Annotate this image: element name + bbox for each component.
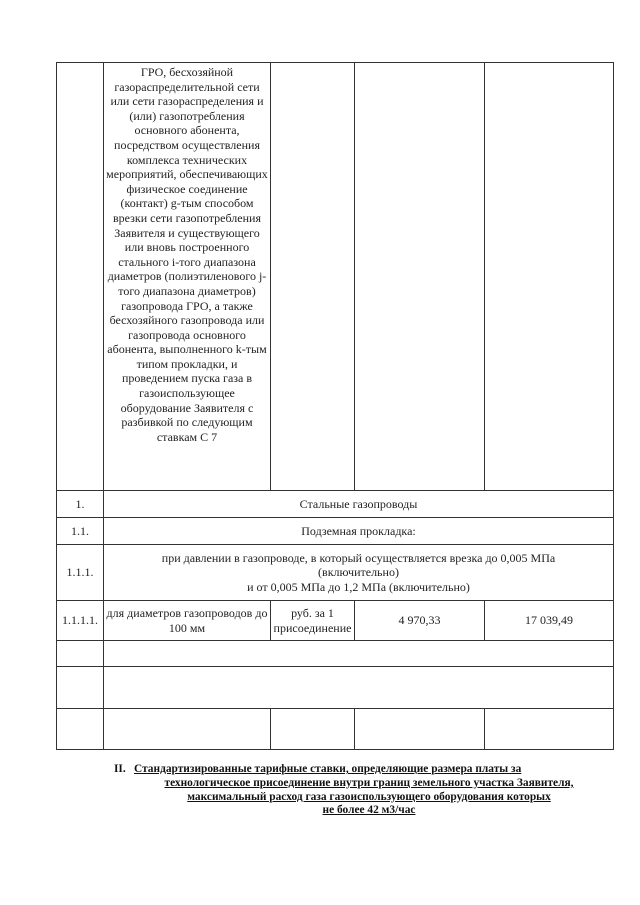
table-cell — [355, 709, 485, 750]
table-cell — [57, 63, 104, 491]
table-row — [57, 545, 614, 601]
pressure-line-3: и от 0,005 МПа до 1,2 МПа (включительно) — [247, 579, 470, 594]
table-cell — [271, 63, 355, 491]
table-cell — [57, 667, 104, 709]
description-cell: ГРО, бесхозяйной газораспределительной сети или сети газораспределения и (или) газопотребления основного абонента, посредством осуществления комплекса технических мероприятий, обеспечивающих физическое соединение (контакт) g-тым способом врезки сети газопотребления Заявителя и существующего или вновь построенного стального i-того диапазона диаметров (полиэтиленового j-того диапазона диаметров) газопровода ГРО, а также бесхозяйного газопровода или газопровода основного абонента, выполненного k-тым типом прокладки, и проведением пуска газа в газоиспользующее оборудование Заявителя с разбивкой по следующим ставкам С 7 — [104, 63, 271, 491]
diameter-cell: для диаметров газопроводов до 100 мм — [104, 601, 271, 641]
table-row — [57, 601, 614, 641]
section-number: II. — [114, 763, 126, 775]
row-number: 1.1. — [57, 518, 104, 545]
table-row — [57, 491, 614, 518]
table-cell — [271, 709, 355, 750]
table-row — [57, 63, 614, 491]
tariff-table — [56, 62, 614, 750]
table-cell — [104, 667, 614, 709]
row-title: Стальные газопроводы — [104, 491, 614, 518]
table-cell — [104, 709, 271, 750]
row-number: 1.1.1.1. — [57, 601, 104, 641]
row-number: 1.1.1. — [57, 545, 104, 601]
row-title: Подземная прокладка: — [104, 518, 614, 545]
section-title-line: технологическое присоединение внутри границ земельного участка Заявителя, — [164, 776, 574, 789]
pressure-line-2: (включительно) — [318, 565, 399, 580]
section-title-line: Стандартизированные тарифные ставки, определяющие размера платы за — [134, 763, 522, 775]
section-ii-heading — [114, 763, 604, 818]
table-cell — [485, 709, 614, 750]
table-row — [57, 709, 614, 750]
table-cell — [57, 641, 104, 667]
row-number: 1. — [57, 491, 104, 518]
value-cell: 17 039,49 — [485, 601, 614, 641]
table-cell — [57, 709, 104, 750]
table-row — [57, 667, 614, 709]
table-cell — [485, 63, 614, 491]
section-title-line: не более 42 м3/час — [322, 804, 416, 817]
row-title — [104, 545, 614, 601]
unit-cell: руб. за 1 присоединение — [271, 601, 355, 641]
table-row — [57, 641, 614, 667]
table-row — [57, 518, 614, 545]
section-title-line: максимальный расход газа газоиспользующего оборудования которых — [187, 790, 551, 803]
value-cell: 4 970,33 — [355, 601, 485, 641]
table-cell — [104, 641, 614, 667]
table-cell — [355, 63, 485, 491]
pressure-line-1: при давлении в газопроводе, в который осуществляется врезка до 0,005 МПа — [161, 550, 556, 565]
